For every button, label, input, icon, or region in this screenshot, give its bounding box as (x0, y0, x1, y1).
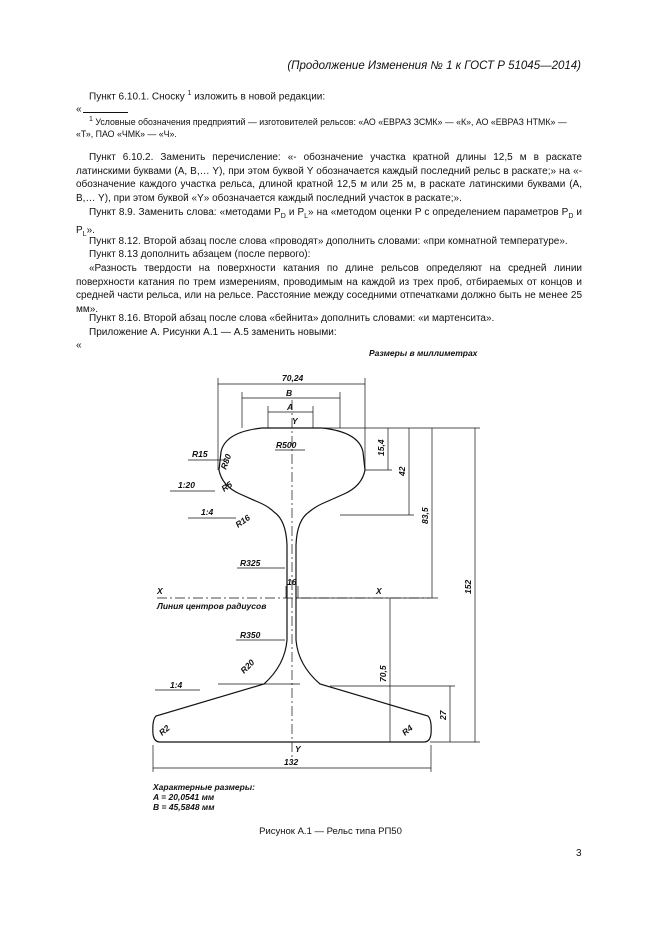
dim-27: 27 (438, 710, 448, 720)
paragraph-8-9: Пункт 8.9. Заменить слова: «методами $P_D$ и $P_L$» на «методом оценки P с определением параметров $P_D$ и $P_L$». (76, 207, 583, 238)
centers-line-label: Линия центров радиусов (157, 601, 267, 611)
dim-42: 42 (397, 466, 407, 476)
dim-width-top: 70,24 (282, 373, 304, 383)
paragraph-8-13-insert: «Разность твердости на поверхности катания по длине рельсов определяют на средней линии поверхности катания по трем измерениям, проводимым на каждой из трех проб, отбираемых от концов и средней части рельса, или на рельсе. Расстояние между соседними отпечатками должно быть не менее 25 мм». (76, 263, 582, 315)
dim-slope-14a: 1:4 (201, 507, 214, 517)
dim-15-4: 15,4 (376, 439, 386, 456)
dim-r325: R325 (240, 558, 261, 568)
paragraph-8-13: Пункт 8.13 дополнить абзацем (после первого): (89, 249, 311, 260)
dim-b: B (286, 388, 293, 398)
dim-r80: R80 (218, 452, 234, 471)
footnote-number: 1 (89, 116, 93, 123)
dim-r5: R5 (219, 479, 235, 494)
page-number: 3 (576, 848, 582, 859)
paragraph-8-16: Пункт 8.16. Второй абзац после слова «бейнита» дополнить словами: «и мартенсита». (89, 313, 495, 324)
document-header: (Продолжение Изменения № 1 к ГОСТ Р 51045—2014) (287, 60, 581, 72)
figure-caption: Рисунок А.1 — Рельс типа РП50 (259, 826, 402, 837)
footnote-text: Условные обозначения предприятий — изготовителей рельсов: «АО «ЕВРАЗ ЗСМК» — «К», АО «ЕВРАЗ НТМК» — «Т», ПАО «ЧМК» — «Ч». (76, 116, 567, 140)
quote-mark-2: « (76, 340, 82, 351)
dim-r20: R20 (238, 657, 257, 676)
dim-132: 132 (284, 757, 299, 767)
axis-x-left: X (157, 586, 163, 596)
p1-text: Пункт 6.10.1. Сноску (89, 91, 185, 103)
dim-16: 16 (287, 577, 297, 587)
paragraph-8-12: Пункт 8.12. Второй абзац после слова «проводят» дополнить словами: «при комнатной температуре». (89, 236, 568, 247)
footnote-ref: 1 (187, 90, 192, 97)
units-note: Размеры в миллиметрах (369, 348, 478, 358)
characteristic-b: B = 45,5848 мм (153, 802, 215, 812)
dim-r16: R16 (233, 512, 252, 530)
p1-text-end: изложить в новой редакции: (194, 91, 326, 103)
quote-mark: « (76, 104, 82, 115)
axis-x-right: X (376, 586, 382, 596)
axis-y-bottom: Y (295, 744, 301, 754)
dim-a: A (287, 402, 294, 412)
dim-r500: R500 (276, 440, 297, 450)
dim-slope-120: 1:20 (178, 480, 196, 490)
dim-r2: R2 (156, 722, 172, 738)
dim-83-5: 83,5 (420, 507, 430, 524)
dim-y-top: Y (292, 416, 298, 426)
characteristic-title: Характерные размеры: (153, 782, 255, 792)
characteristic-a: A = 20,0541 мм (153, 792, 215, 802)
dim-r15: R15 (192, 449, 208, 459)
paragraph-appendix-a: Приложение А. Рисунки А.1 — А.5 заменить новыми: (89, 327, 337, 338)
paragraph-6-10-2: Пункт 6.10.2. Заменить перечисление: «- обозначение участка кратной длины 12,5 м в раскате латинскими буквами (A, B,… Y), при этом буквой Y обозначается каждый последний рельс в раскате;» на «- обозначение каждого участка рельса, длиной кратной 12,5 м или 25 м, в раскате латинскими буквами (A, B,… Y), при этом буквой «Y» обозначается каждый последний участок в раскате;». (76, 152, 582, 204)
dim-r4: R4 (399, 722, 415, 738)
dim-slope-14b: 1:4 (170, 680, 183, 690)
dim-r350: R350 (240, 630, 261, 640)
dim-70-5: 70,5 (378, 665, 388, 682)
dim-152: 152 (463, 579, 473, 594)
